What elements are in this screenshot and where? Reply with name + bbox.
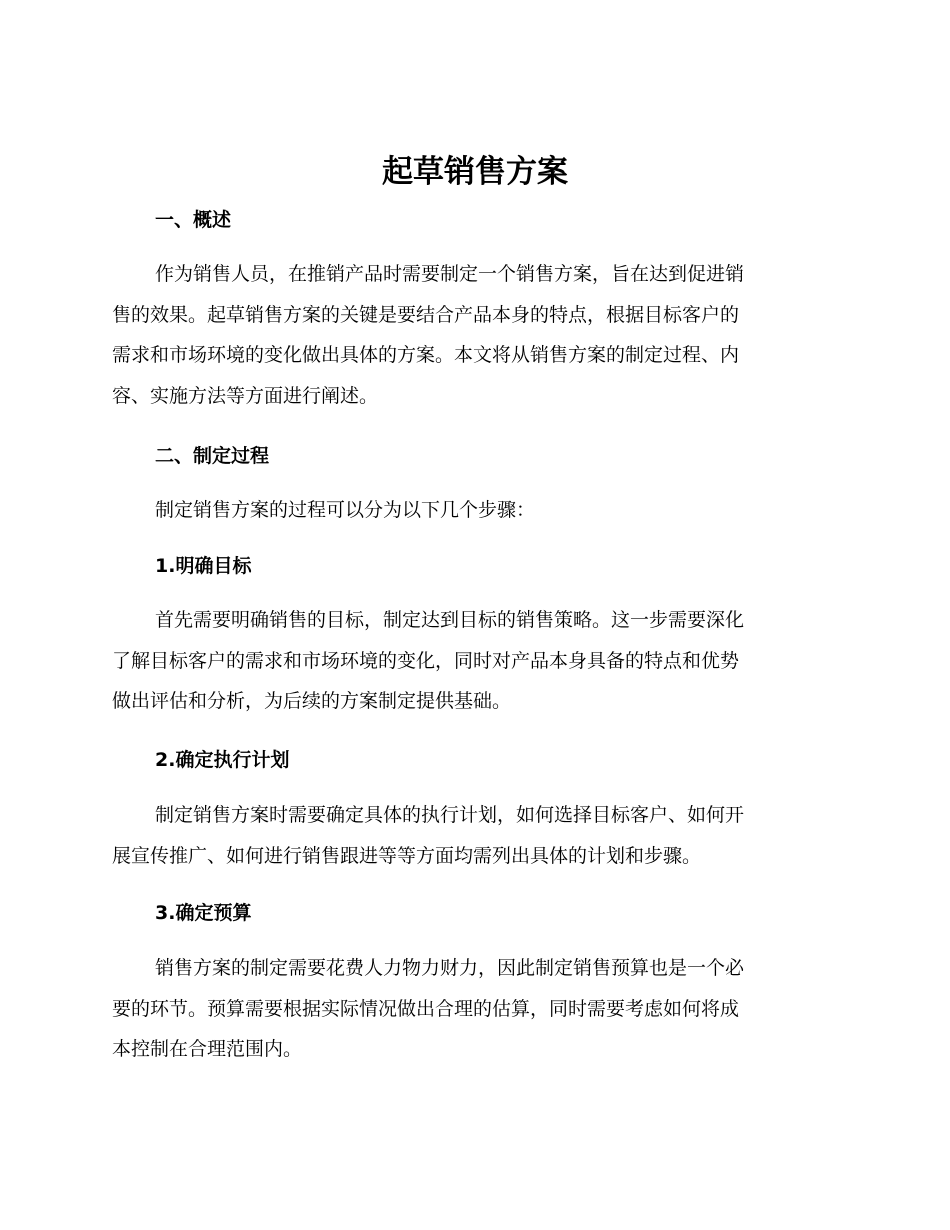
paragraph-line: 制定销售方案的过程可以分为以下几个步骤： bbox=[155, 499, 536, 521]
paragraph-line: 销售方案的制定需要花费人力物力财力，因此制定销售预算也是一个必 bbox=[155, 957, 745, 979]
section-heading-process: 二、制定过程 bbox=[155, 445, 270, 467]
paragraph-line: 展宣传推广、如何进行销售跟进等等方面均需列出具体的计划和步骤。 bbox=[112, 844, 702, 867]
paragraph-line: 售的效果。起草销售方案的关键是要结合产品本身的特点，根据目标客户的 bbox=[112, 303, 740, 326]
paragraph-overview bbox=[112, 254, 832, 416]
paragraph-plan bbox=[112, 795, 832, 876]
paragraph-line: 作为销售人员，在推销产品时需要制定一个销售方案，旨在达到促进销 bbox=[155, 263, 745, 285]
step-heading-budget: 3.确定预算 bbox=[155, 902, 252, 924]
paragraph-process bbox=[112, 490, 832, 531]
paragraph-line: 容、实施方法等方面进行阐述。 bbox=[112, 384, 379, 407]
paragraph-line: 了解目标客户的需求和市场环境的变化，同时对产品本身具备的特点和优势 bbox=[112, 649, 740, 672]
paragraph-line: 制定销售方案时需要确定具体的执行计划，如何选择目标客户、如何开 bbox=[155, 804, 745, 826]
paragraph-line: 本控制在合理范围内。 bbox=[112, 1038, 303, 1060]
paragraph-line: 需求和市场环境的变化做出具体的方案。本文将从销售方案的制定过程、内 bbox=[112, 344, 740, 366]
paragraph-line: 首先需要明确销售的目标，制定达到目标的销售策略。这一步需要深化 bbox=[155, 609, 745, 631]
step-heading-goal: 1.明确目标 bbox=[155, 555, 252, 577]
step-heading-plan: 2.确定执行计划 bbox=[155, 749, 290, 771]
paragraph-budget bbox=[112, 948, 832, 1070]
paragraph-line: 要的环节。预算需要根据实际情况做出合理的估算，同时需要考虑如何将成 bbox=[112, 997, 740, 1020]
paragraph-goal bbox=[112, 600, 832, 722]
paragraph-line: 做出评估和分析，为后续的方案制定提供基础。 bbox=[112, 690, 512, 712]
section-heading-overview: 一、概述 bbox=[155, 209, 232, 231]
document-title: 起草销售方案 bbox=[382, 154, 568, 190]
